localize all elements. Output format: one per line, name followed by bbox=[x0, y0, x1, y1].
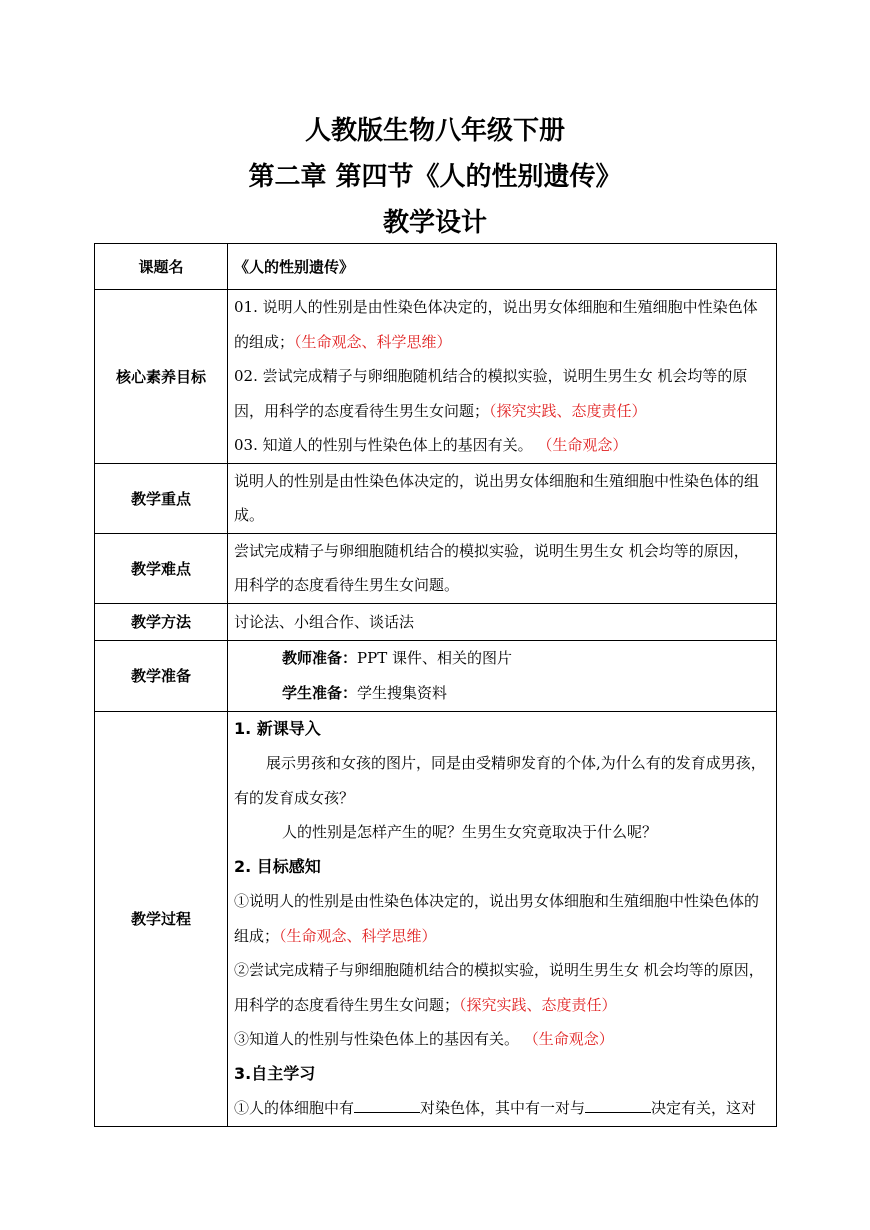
fill-in-question: ①人的体细胞中有 对染色体，其中有一对与 决定有关，这对 bbox=[234, 1099, 757, 1117]
value-keypoint: 说明人的性别是由性染色体决定的，说出男女体细胞和生殖细胞中性染色体的组 成。 bbox=[228, 463, 777, 533]
value-prep bbox=[228, 640, 777, 711]
lesson-plan-table bbox=[94, 243, 777, 1127]
row-goals bbox=[95, 290, 777, 464]
value-process: 1. 新课导入 展示男孩和女孩的图片，同是由受精卵发育的个体,为什么有的发育成男孩， 有的发育成女孩？ 人的性别是怎样产生的呢？生男生女究竟取决于什么呢？ 2. 目标感知 ①说明人的性别是由性染色体决定的，说出男女体细胞和生殖细胞中性染色体的 组成；（生命观念、科学思维） ②尝试完成精子与卵细胞随机结合的模拟实验，说明生男生女 机会均等的原因， 用科学的态度看待生男生女问题；（探究实践、态度责任） ③知道人的性别与性染色体上的基因有关。 （生命观念） 3.自主学习 ①人的体细胞中有 对染色体，其中有一对与 决定有关，这对 bbox=[228, 711, 777, 1126]
section-intro-heading: 1. 新课导入 bbox=[234, 718, 321, 738]
document-title bbox=[0, 108, 870, 246]
row-process bbox=[95, 711, 777, 1126]
teacher-prep: 教师准备：PPT 课件、相关的图片 bbox=[282, 649, 512, 667]
label-topic: 课题名 bbox=[95, 244, 228, 290]
row-topic bbox=[95, 244, 777, 290]
goal-2-line-2: 因，用科学的态度看待生男生女问题；（探究实践、态度责任） bbox=[234, 401, 647, 420]
title-line-3: 教学设计 bbox=[382, 208, 487, 238]
goal-1-line-1: 01. 说明人的性别是由性染色体决定的，说出男女体细胞和生殖细胞中性染色体 bbox=[234, 298, 758, 316]
goal-1-competency: （生命观念、科学思维） bbox=[294, 332, 452, 351]
answer-blank[interactable] bbox=[354, 1098, 420, 1113]
label-prep: 教学准备 bbox=[95, 640, 228, 711]
label-process: 教学过程 bbox=[95, 711, 228, 1126]
value-goals bbox=[228, 290, 777, 464]
goal-3: 03. 知道人的性别与性染色体上的基因有关。 （生命观念） bbox=[234, 436, 628, 454]
section-goals-heading: 2. 目标感知 bbox=[234, 856, 321, 876]
label-goals: 核心素养目标 bbox=[95, 290, 228, 464]
label-keypoint: 教学重点 bbox=[95, 463, 228, 533]
value-difficulty: 尝试完成精子与卵细胞随机结合的模拟实验，说明生男生女 机会均等的原因， 用科学的态度看待生男生女问题。 bbox=[228, 533, 777, 603]
row-difficulty bbox=[95, 533, 777, 603]
goal-3-competency: （生命观念） bbox=[537, 436, 628, 454]
title-line-2: 第二章 第四节《人的性别遗传》 bbox=[248, 162, 622, 192]
row-prep bbox=[95, 640, 777, 711]
value-method: 讨论法、小组合作、谈话法 bbox=[228, 603, 777, 640]
goal-1-line-2: 的组成；（生命观念、科学思维） bbox=[234, 332, 452, 351]
value-topic: 《人的性别遗传》 bbox=[228, 244, 777, 290]
goal-2-line-1: 02. 尝试完成精子与卵细胞随机结合的模拟实验，说明生男生女 机会均等的原 bbox=[234, 367, 748, 385]
goal-2-competency: （探究实践、态度责任） bbox=[489, 401, 647, 420]
title-line-1: 人教版生物八年级下册 bbox=[304, 116, 565, 146]
label-method: 教学方法 bbox=[95, 603, 228, 640]
label-difficulty: 教学难点 bbox=[95, 533, 228, 603]
section-self-study-heading: 3.自主学习 bbox=[234, 1063, 316, 1083]
student-prep: 学生准备：学生搜集资料 bbox=[282, 683, 448, 702]
row-keypoint bbox=[95, 463, 777, 533]
row-method bbox=[95, 603, 777, 640]
answer-blank[interactable] bbox=[585, 1098, 651, 1113]
